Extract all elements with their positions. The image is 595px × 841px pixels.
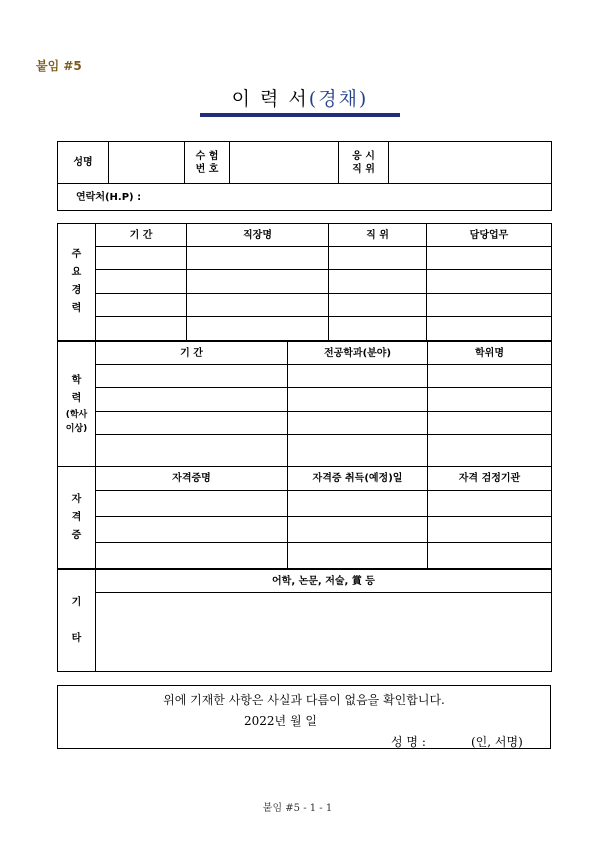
career-table: [57, 223, 552, 341]
confirmation-statement: 위에 기재한 사항은 사실과 다름이 없음을 확인합니다.: [163, 693, 445, 707]
table-row: [58, 294, 552, 317]
table-cell[interactable]: [288, 491, 428, 517]
table-cell[interactable]: [428, 543, 552, 569]
table-cell[interactable]: [427, 247, 552, 270]
education-col-period: 기 간: [96, 342, 288, 365]
title-main: 이 력 서: [231, 88, 309, 110]
table-row: [58, 435, 552, 467]
page-footer: 붙임 #5 - 1 - 1: [262, 803, 333, 814]
table-cell[interactable]: [187, 317, 329, 341]
table-cell[interactable]: [96, 435, 288, 467]
table-cell[interactable]: [329, 270, 427, 294]
basic-info-table: [57, 141, 552, 211]
table-cell[interactable]: [96, 412, 288, 435]
table-row: [58, 517, 552, 543]
education-col-major: 전공학과(분야): [288, 342, 428, 365]
confirmation-box: [57, 685, 551, 749]
table-cell[interactable]: [187, 294, 329, 317]
attachment-label: 붙임 #5: [36, 59, 82, 73]
education-section-label: 학 력 (학사 이상): [58, 342, 96, 467]
table-cell[interactable]: [96, 517, 288, 543]
name-label: 성명: [58, 142, 109, 184]
table-cell[interactable]: [428, 412, 552, 435]
table-row: [58, 491, 552, 517]
name-field[interactable]: [109, 142, 185, 184]
certificate-table: [57, 466, 552, 569]
contact-field[interactable]: 연락처(H.P) :: [58, 184, 552, 211]
table-cell[interactable]: [96, 365, 288, 388]
certificate-col-date: 자격증 취득(예정)일: [288, 467, 428, 491]
title-sub: (경채): [308, 88, 369, 110]
table-cell[interactable]: [428, 365, 552, 388]
table-cell[interactable]: [427, 294, 552, 317]
table-row: [58, 543, 552, 569]
table-cell[interactable]: [187, 270, 329, 294]
table-cell[interactable]: [288, 365, 428, 388]
table-cell[interactable]: [288, 435, 428, 467]
applied-position-field[interactable]: [389, 142, 552, 184]
exam-number-field[interactable]: [230, 142, 339, 184]
table-cell[interactable]: [96, 247, 187, 270]
signature-field[interactable]: (인, 서명): [471, 735, 523, 749]
table-cell[interactable]: [96, 388, 288, 412]
table-cell[interactable]: [96, 491, 288, 517]
applied-position-label: 응 시 직 위: [339, 142, 389, 184]
table-cell[interactable]: [288, 388, 428, 412]
table-row: [58, 270, 552, 294]
table-cell[interactable]: [427, 317, 552, 341]
career-section-label: 주 요 경 력: [58, 224, 96, 341]
career-col-company: 직장명: [187, 224, 329, 247]
table-cell[interactable]: [96, 294, 187, 317]
table-row: [58, 388, 552, 412]
table-cell[interactable]: [329, 294, 427, 317]
title-underline: [200, 113, 400, 117]
education-col-degree: 학위명: [428, 342, 552, 365]
table-cell[interactable]: [329, 317, 427, 341]
table-row: [58, 317, 552, 341]
etc-section-label: 기 타: [58, 570, 96, 672]
table-row: [58, 365, 552, 388]
table-cell[interactable]: [288, 517, 428, 543]
table-cell[interactable]: [96, 317, 187, 341]
signature-label: 성 명 :: [391, 735, 426, 749]
table-cell[interactable]: [427, 270, 552, 294]
table-cell[interactable]: [288, 543, 428, 569]
etc-col-header: 어학, 논문, 저술, 賞 등: [96, 570, 552, 593]
table-row: [58, 247, 552, 270]
table-cell[interactable]: [329, 247, 427, 270]
table-cell[interactable]: [428, 517, 552, 543]
certificate-col-name: 자격증명: [96, 467, 288, 491]
education-table: [57, 341, 552, 467]
etc-table: [57, 569, 552, 672]
certificate-section-label: 자 격 증: [58, 467, 96, 569]
document-title: [200, 84, 400, 111]
etc-field[interactable]: [96, 593, 552, 672]
table-cell[interactable]: [428, 491, 552, 517]
certificate-col-issuer: 자격 검정기관: [428, 467, 552, 491]
table-row: [58, 412, 552, 435]
career-col-duty: 담당업무: [427, 224, 552, 247]
table-cell[interactable]: [187, 247, 329, 270]
confirmation-date[interactable]: 2022년 월 일: [244, 714, 317, 728]
table-cell[interactable]: [96, 270, 187, 294]
table-cell[interactable]: [428, 435, 552, 467]
career-col-position: 직 위: [329, 224, 427, 247]
exam-number-label: 수 험 번 호: [185, 142, 230, 184]
career-col-period: 기 간: [96, 224, 187, 247]
table-cell[interactable]: [288, 412, 428, 435]
table-cell[interactable]: [96, 543, 288, 569]
table-cell[interactable]: [428, 388, 552, 412]
